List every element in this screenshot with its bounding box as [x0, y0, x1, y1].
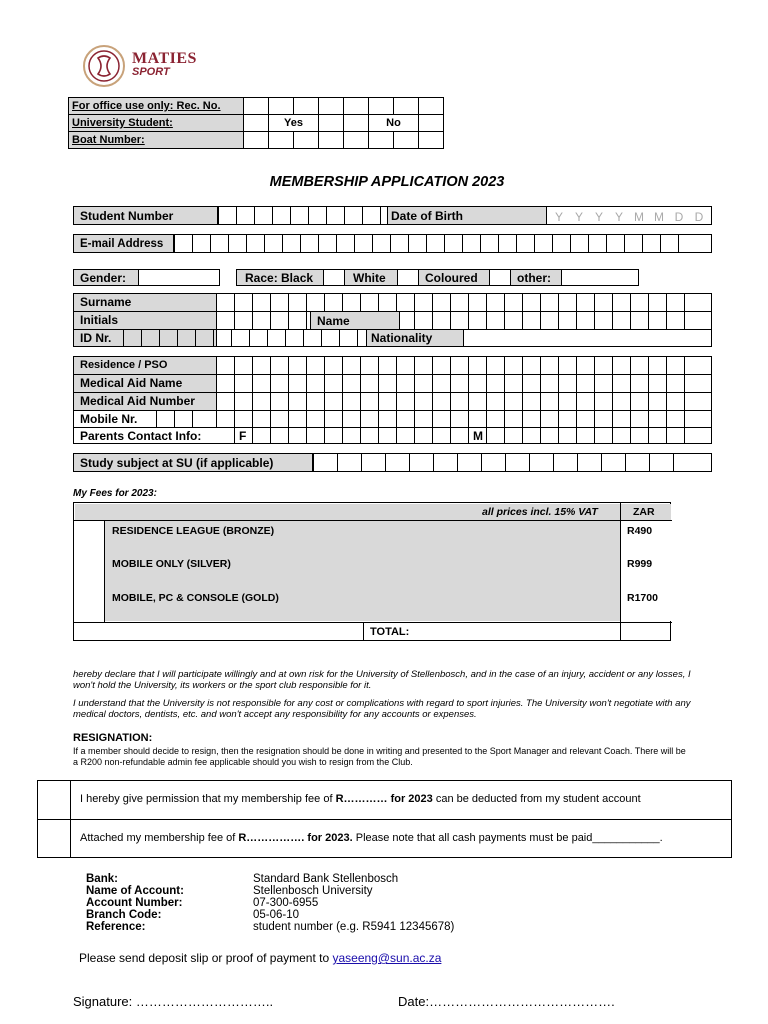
fee-price-silver: R999 — [627, 558, 653, 570]
initials-label: Initials — [80, 313, 119, 327]
fee-checkbox-column[interactable] — [75, 521, 104, 621]
declaration-responsibility: I understand that the University is not responsible for any cost or complications with regard to sport injuries. The University won't negotiate with any medical doctors, dentists, etc. and won't accept any responsibility for any accounts or expenses. — [73, 698, 691, 720]
mobile-prefix-field[interactable] — [156, 411, 210, 427]
race-white-checkbox[interactable] — [397, 269, 419, 286]
email-row — [73, 234, 712, 253]
student-number-label: Student Number — [74, 207, 218, 224]
boat-number-label: Boat Number: — [69, 132, 244, 149]
fee-item-gold: MOBILE, PC & CONSOLE (GOLD) — [112, 592, 279, 604]
signature-line[interactable]: Signature: ………………………….. — [73, 994, 274, 1009]
resignation-text: If a member should decide to resign, then the resignation should be done in writing and presented to the Sport Manager and relevant Coach. There will be a R200 non-refundable admin fee applicable should you wish to resign from the Club. — [73, 746, 686, 767]
fee-price-gold: R1700 — [627, 592, 658, 604]
university-student-label: University Student: — [69, 115, 244, 132]
rec-cell[interactable] — [244, 98, 269, 115]
date-line[interactable]: Date:……………………………………. — [398, 994, 615, 1009]
race-black-label: Race: Black — [236, 269, 324, 286]
race-coloured-checkbox[interactable] — [489, 269, 511, 286]
gender-label: Gender: — [73, 269, 139, 286]
gender-field[interactable] — [138, 269, 220, 286]
currency-label: ZAR — [633, 506, 655, 518]
race-black-checkbox[interactable] — [323, 269, 345, 286]
no-option[interactable]: No — [369, 115, 419, 132]
fees-table — [73, 502, 671, 641]
fee-price-bronze: R490 — [627, 525, 653, 537]
deposit-instruction: Please send deposit slip or proof of payment to yaseeng@sun.ac.za — [79, 951, 442, 965]
bank-row: Branch Code: 05-06-10 — [86, 909, 300, 921]
yes-option[interactable]: Yes — [269, 115, 319, 132]
student-number-row — [73, 206, 712, 225]
race-white-label: White — [344, 269, 398, 286]
logo-text-sport: SPORT — [132, 66, 170, 78]
email-label: E-mail Address — [74, 235, 174, 252]
office-rec-label: For office use only: Rec. No. — [69, 98, 244, 115]
medical-aid-name-label: Medical Aid Name — [80, 376, 183, 390]
study-subject-label: Study subject at SU (if applicable) — [74, 454, 313, 471]
parents-contact-fields[interactable] — [234, 411, 702, 444]
dob-label: Date of Birth — [387, 207, 547, 224]
deduct-checkbox[interactable] — [38, 781, 70, 819]
nationality-field[interactable] — [464, 330, 711, 346]
page-title: MEMBERSHIP APPLICATION 2023 — [269, 174, 505, 190]
study-subject-field[interactable] — [313, 454, 697, 471]
name-label: Name — [310, 312, 400, 329]
bank-row: Reference: student number (e.g. R5941 12345678) — [86, 921, 455, 933]
contact-block — [73, 356, 712, 444]
fee-item-silver: MOBILE ONLY (SILVER) — [112, 558, 231, 570]
payment-options — [37, 780, 732, 858]
crest-icon — [82, 44, 126, 88]
race-other-field[interactable] — [561, 269, 639, 286]
bank-row: Bank: Standard Bank Stellenbosch — [86, 873, 399, 885]
race-other-label: other: — [510, 269, 562, 286]
deduct-option-text: I hereby give permission that my membership fee of R………… for 2023 can be deducted from my student account — [80, 793, 641, 805]
race-coloured-label: Coloured — [418, 269, 490, 286]
surname-label: Surname — [80, 295, 132, 309]
parents-contact-label: Parents Contact Info: — [80, 429, 202, 443]
resignation-heading: RESIGNATION: — [73, 732, 153, 744]
mobile-label: Mobile Nr. — [80, 412, 138, 426]
bank-row: Account Number: 07-300-6955 — [86, 897, 319, 909]
id-number-field[interactable] — [123, 329, 375, 347]
study-subject-row — [73, 453, 712, 472]
cash-option-text: Attached my membership fee of R……………. for 2023. Please note that all cash payments must be paid___________. — [80, 832, 663, 844]
nationality-label: Nationality — [366, 330, 464, 346]
fees-heading: My Fees for 2023: — [73, 488, 157, 499]
bank-row: Name of Account: Stellenbosch University — [86, 885, 373, 897]
fee-item-bronze: RESIDENCE LEAGUE (BRONZE) — [112, 525, 275, 537]
office-use-table — [68, 97, 444, 149]
father-label: F — [239, 429, 247, 443]
cash-checkbox[interactable] — [38, 820, 70, 857]
price-note: all prices incl. 15% VAT — [482, 506, 598, 518]
logo-text-maties: MATIES — [132, 50, 197, 67]
declaration-injury: hereby declare that I will participate willingly and at own risk for the University of Stellenbosch, and in the case of an injury, accident or any losses, I won't hold the University, its workers or the sport club responsible for it. — [73, 669, 691, 691]
residence-label: Residence / PSO — [80, 359, 168, 371]
bank-details — [86, 873, 454, 933]
total-field[interactable] — [621, 623, 671, 641]
id-label: ID Nr. — [80, 331, 112, 345]
medical-aid-number-label: Medical Aid Number — [80, 394, 195, 408]
dob-field[interactable]: Y Y Y Y M M D D — [554, 210, 704, 224]
student-number-field[interactable] — [218, 207, 398, 224]
personal-details-block — [73, 293, 712, 347]
maties-logo — [82, 44, 202, 88]
total-label: TOTAL: — [370, 626, 410, 638]
email-field[interactable] — [174, 235, 696, 252]
deposit-email-link[interactable]: yaseeng@sun.ac.za — [332, 951, 442, 965]
mother-label: M — [473, 429, 483, 443]
surname-field[interactable] — [216, 293, 702, 330]
